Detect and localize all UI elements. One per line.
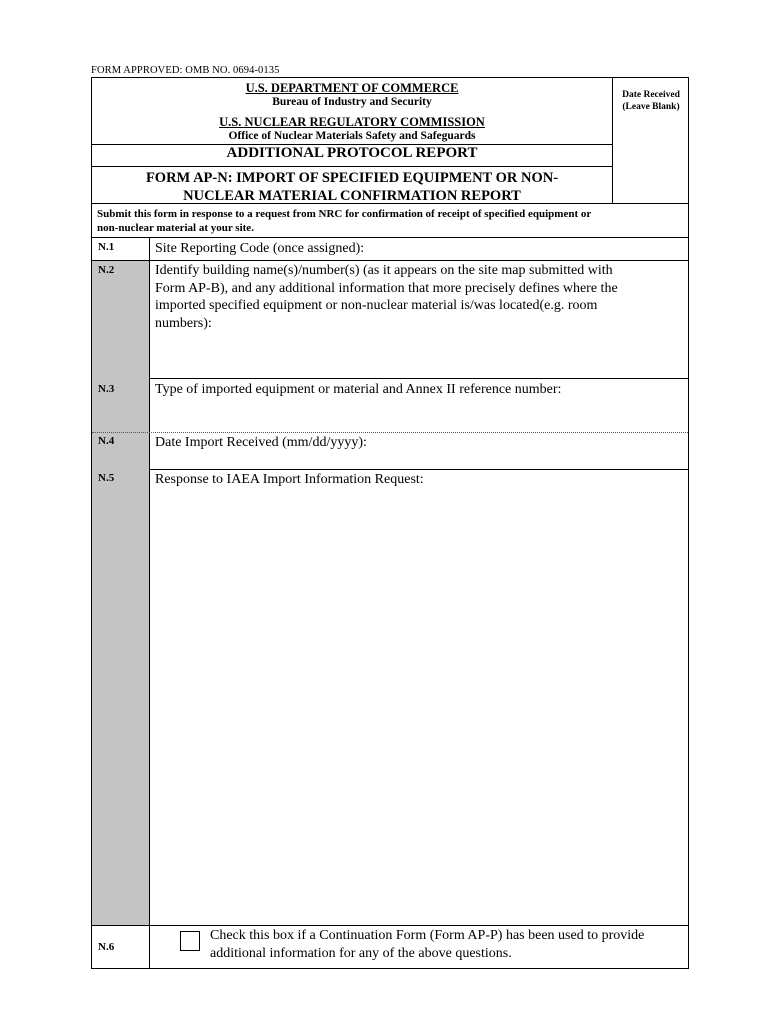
question-text: Identify building name(s)/number(s) (as it appears on the site map submitted with <box>155 263 613 278</box>
row-divider-n2 <box>149 378 688 379</box>
question-text: Response to IAEA Import Information Request: <box>155 472 424 487</box>
dept-commerce-heading: U.S. DEPARTMENT OF COMMERCE <box>245 81 459 95</box>
form-title-line-2: NUCLEAR MATERIAL CONFIRMATION REPORT <box>183 188 521 204</box>
row-divider-n4 <box>149 469 688 470</box>
instructions-line-2: non-nuclear material at your site. <box>97 221 254 234</box>
question-number-n2: N.2 <box>98 264 115 276</box>
equipment-type-field[interactable] <box>155 381 685 399</box>
question-number-n5: N.5 <box>98 472 115 484</box>
leave-blank-label: (Leave Blank) <box>622 102 680 112</box>
omb-approval-number: FORM APPROVED: OMB NO. 0694-0135 <box>91 65 280 76</box>
building-location-field[interactable] <box>155 262 685 332</box>
title-divider <box>92 166 612 167</box>
nrc-heading: U.S. NUCLEAR REGULATORY COMMISSION <box>219 115 485 129</box>
question-text: additional information for any of the above questions. <box>210 945 512 961</box>
number-column-divider <box>149 237 150 968</box>
instructions-top-divider <box>92 203 688 204</box>
date-import-received-field[interactable] <box>155 434 685 452</box>
continuation-form-checkbox[interactable] <box>180 931 200 951</box>
question-text: Form AP-B), and any additional information that more precisely defines where the <box>155 280 618 296</box>
date-received-label: Date Received <box>622 90 680 100</box>
row-divider-n1 <box>92 260 688 261</box>
row-divider-n3 <box>92 432 688 433</box>
continuation-form-label <box>210 927 690 962</box>
question-number-n1: N.1 <box>98 241 115 253</box>
question-number-n6: N.6 <box>98 941 115 953</box>
form-title-line-1: FORM AP-N: IMPORT OF SPECIFIED EQUIPMENT OR NON- <box>145 170 559 186</box>
site-reporting-code-field[interactable] <box>155 240 685 258</box>
number-column-shading <box>92 260 149 925</box>
table-top-border <box>92 237 688 238</box>
iaea-response-field[interactable] <box>155 471 685 489</box>
question-text: Type of imported equipment or material and Annex II reference number: <box>155 382 562 397</box>
bureau-heading: Bureau of Industry and Security <box>272 96 432 108</box>
instructions <box>97 208 685 235</box>
question-text: imported specified equipment or non-nuclear material is/was located(e.g. room <box>155 298 598 313</box>
question-number-n3: N.3 <box>98 383 115 395</box>
office-heading: Office of Nuclear Materials Safety and Safeguards <box>228 130 476 142</box>
question-text: numbers): <box>155 315 212 331</box>
form-title <box>112 169 592 205</box>
question-text: Check this box if a Continuation Form (Form AP-P) has been used to provide <box>210 928 645 943</box>
question-number-n4: N.4 <box>98 435 115 447</box>
report-title: ADDITIONAL PROTOCOL REPORT <box>226 145 478 161</box>
row-divider-n5 <box>92 925 688 926</box>
question-text: Date Import Received (mm/dd/yyyy): <box>155 435 367 450</box>
question-text: Site Reporting Code (once assigned): <box>155 241 365 256</box>
instructions-line-1: Submit this form in response to a request from NRC for confirmation of receipt of specified equipment or <box>97 208 592 220</box>
date-received-box <box>612 89 690 113</box>
form-frame <box>91 77 689 969</box>
